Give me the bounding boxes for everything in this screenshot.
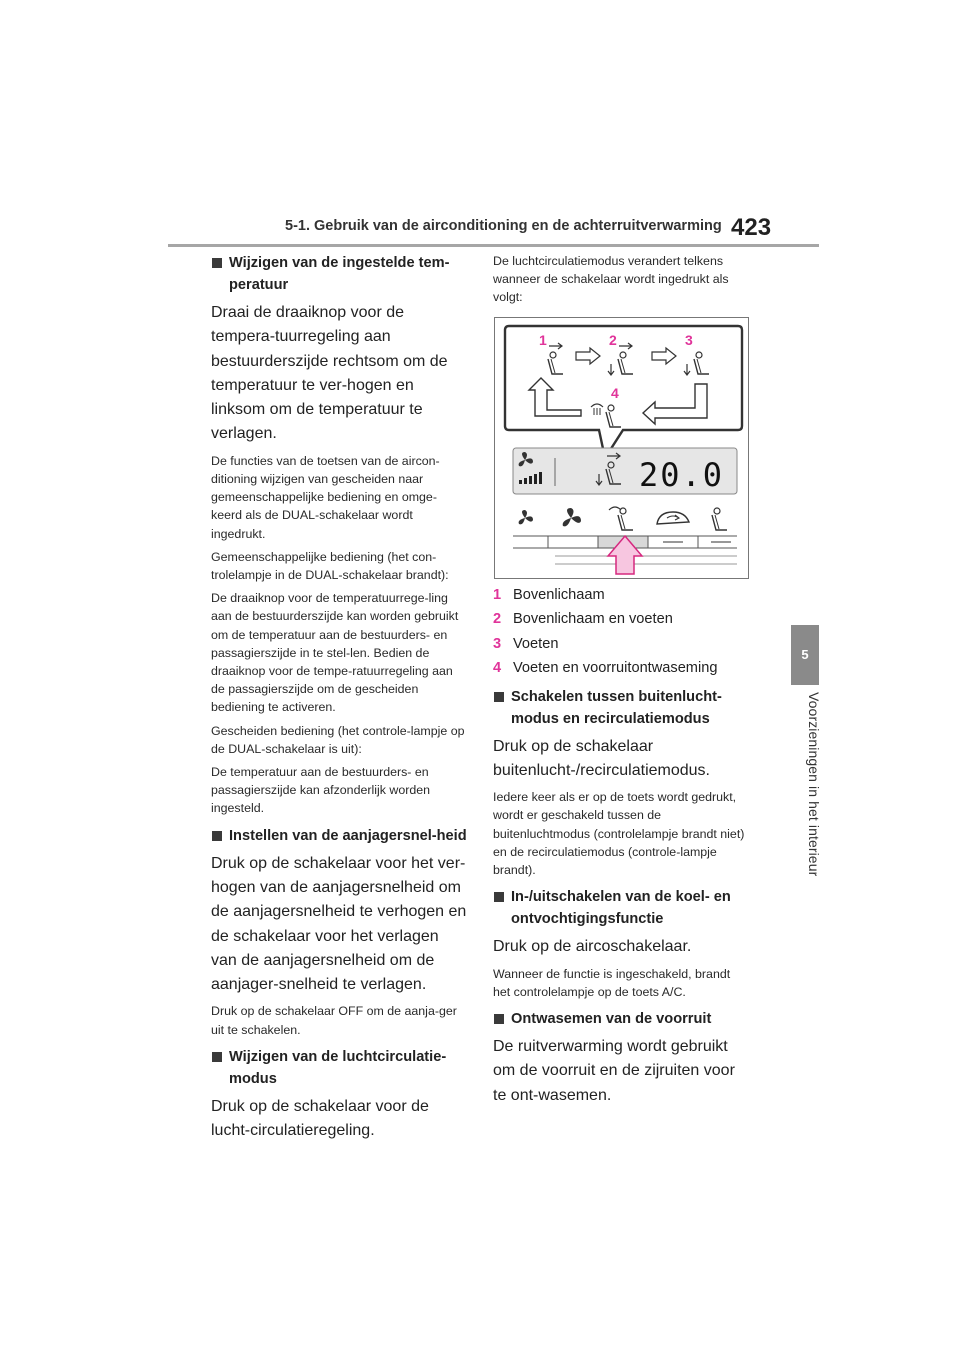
outside-air-icon: [712, 508, 727, 530]
mode-item-2: [493, 607, 749, 632]
chapter-label: Voorzieningen in het interieur: [806, 692, 822, 877]
chapter-tab: 5: [791, 625, 819, 685]
mode-number: 4: [493, 660, 502, 677]
mode-label-3: 3: [685, 331, 693, 348]
climate-panel-figure: [494, 317, 749, 579]
mode-name: Bovenlichaam: [513, 586, 605, 603]
temperature-note-separate-detail: De temperatuur aan de bestuurders- en passagierszijde kan afzonderlijk worden ingesteld.: [211, 765, 431, 816]
mode-select-icon: [609, 507, 633, 530]
fan-speed-note: Druk op de schakelaar OFF om de aanja-ger uit te schakelen.: [211, 1004, 457, 1037]
recirculation-note: Iedere keer als er op de toets wordt gedrukt, wordt er geschakeld tussen de buitenluchtmodus (controlelampje brandt niet) en de recirculatiemodus (controle-lampje brandt).: [493, 790, 745, 878]
mode-item-4: [493, 656, 749, 681]
section-title: 5-1. Gebruik van de airconditioning en de achterruitverwarming: [285, 218, 722, 234]
temperature-readout: 20.0: [639, 455, 725, 494]
recirculation-body: Druk op de schakelaar buitenlucht-/recirculatiemodus.: [493, 737, 710, 779]
fan-down-icon: [519, 510, 533, 524]
mode-label-1: 1: [539, 331, 547, 348]
mode-number: 1: [493, 586, 502, 603]
temperature-body: Draai de draaiknop voor de tempera-tuurregeling aan bestuurderszijde rechtsom om de temperatuur te ver-hogen en linksom om de temperatuur te verlagen.: [211, 304, 448, 443]
left-column: [211, 252, 467, 1143]
temperature-note-separate: Gescheiden bediening (het controle-lampje op de DUAL-schakelaar is uit):: [211, 723, 465, 756]
mode-number: 3: [493, 635, 502, 652]
header-rule: [168, 244, 819, 247]
mode-label-4: 4: [611, 384, 619, 401]
fan-speed-body: Druk op de schakelaar voor het ver-hogen van de aanjagersnelheid om de aanjagersnelheid te verhogen en de schakelaar voor het verlagen van de aanjagersnelheid om de aanjager-snelheid te verlagen.: [211, 854, 467, 994]
mode-number: 2: [493, 611, 502, 628]
temperature-heading: Wijzigen van de ingestelde tem-peratuur: [211, 252, 467, 296]
mode-item-1: [493, 583, 749, 608]
defog-body: De ruitverwarming wordt gebruikt om de voorruit en de zijruiten voor te ont-wasemen.: [493, 1037, 735, 1104]
ac-body: Druk op de aircoschakelaar.: [493, 938, 692, 956]
temperature-note-common: Gemeenschappelijke bediening (het con-trolelampje in de DUAL-schakelaar brandt):: [211, 549, 449, 582]
mode-intro: De luchtcirculatiemodus verandert telkens wanneer de schakelaar wordt ingedrukt als volgt:: [493, 254, 729, 305]
temperature-note-common-detail: De draaiknop voor de temperatuurrege-ling aan de bestuurderszijde kan worden gebruikt om de temperatuur aan de bestuurders- en passagierszijde in te stel-len. Bedien de draaiknop voor de tempe-ratuurregeling aan de passagierszijde om de gescheiden bediening te activeren.: [211, 591, 459, 715]
recirculation-heading: Schakelen tussen buitenlucht-modus en recirculatiemodus: [493, 686, 749, 730]
mode-label-2: 2: [609, 331, 617, 348]
recirculation-icon: [657, 512, 689, 524]
mode-name: Voeten en voorruitontwaseming: [513, 660, 718, 677]
page-number: 423: [731, 214, 772, 241]
circulation-body: Druk op de schakelaar voor de lucht-circulatieregeling.: [211, 1097, 429, 1140]
fan-up-icon: [563, 508, 581, 526]
mode-name: Voeten: [513, 635, 559, 652]
defog-heading: Ontwasemen van de voorruit: [493, 1008, 749, 1030]
fan-speed-heading: Instellen van de aanjagersnel-heid: [211, 825, 467, 847]
mode-item-3: [493, 632, 749, 657]
ac-heading: In-/uitschakelen van de koel- en ontvochtigingsfunctie: [493, 886, 749, 930]
mode-name: Bovenlichaam en voeten: [513, 611, 673, 628]
ac-note: Wanneer de functie is ingeschakeld, brandt het controlelampje op de toets A/C.: [493, 966, 731, 999]
mode-list: [493, 583, 749, 681]
right-column: [493, 252, 749, 1108]
temperature-note-dual: De functies van de toetsen van de aircon-ditioning wijzigen van gescheiden naar gemeenschappelijke bediening en omge-keerd als de DUAL-schakelaar wordt ingedrukt.: [211, 453, 440, 541]
circulation-heading: Wijzigen van de luchtcirculatie-modus: [211, 1046, 467, 1090]
